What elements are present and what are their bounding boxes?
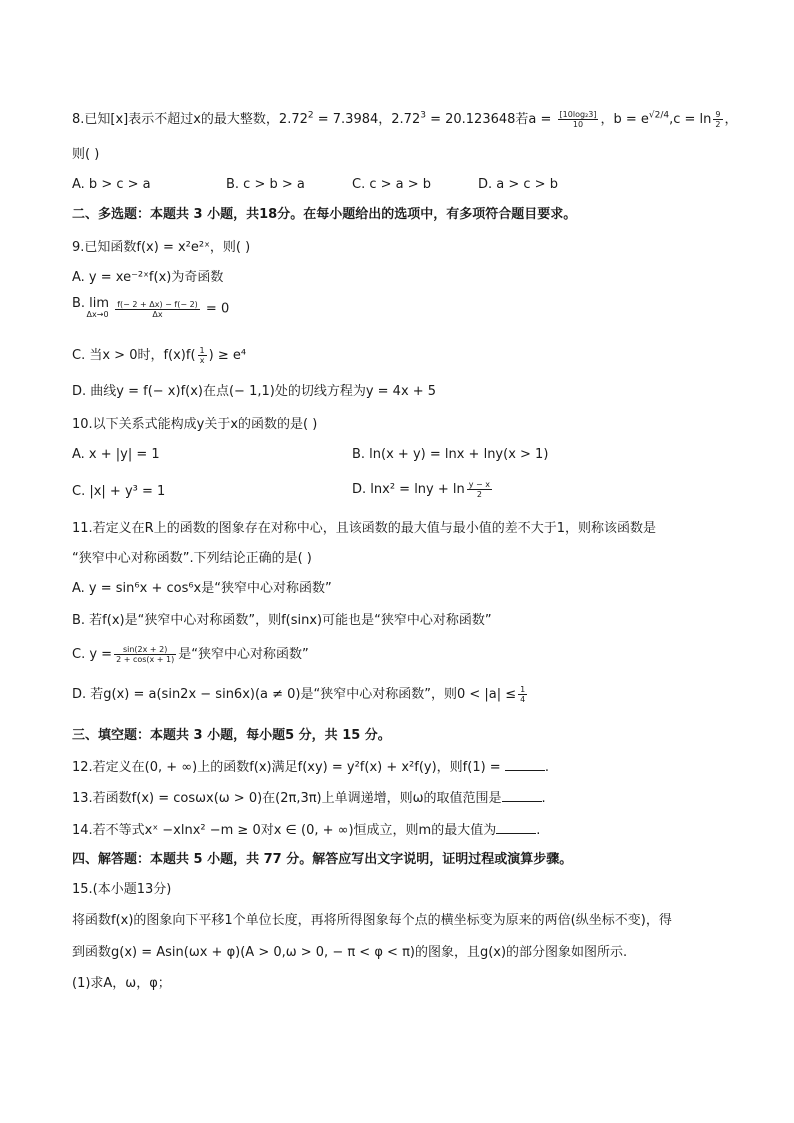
q11-option-c bbox=[72, 645, 309, 664]
q8-text-a: 8.已知[x]表示不超过x的最大整数，2.72 bbox=[72, 112, 308, 127]
q10-option-a: A. x + |y| = 1 bbox=[72, 447, 160, 462]
q8-exp-b: √2/4 bbox=[648, 110, 670, 121]
q8-frac-a-den: 10 bbox=[572, 120, 584, 129]
q11-option-a: A. y = sin⁶x + cos⁶x是“狭窄中心对称函数” bbox=[72, 581, 332, 596]
q8-text-e: ,c = ln bbox=[669, 112, 712, 127]
q8-frac-c-num: 9 bbox=[715, 110, 721, 119]
q10-d-fraction bbox=[467, 480, 492, 499]
q9-limit bbox=[72, 298, 109, 320]
q14-period: . bbox=[536, 823, 541, 838]
q9-lim-text: B. lim bbox=[72, 296, 110, 311]
q8-option-d: D. a > c > b bbox=[478, 177, 558, 192]
q13-text: 13.若函数f(x) = cosωx(ω > 0)在(2π,3π)上单调递增，则ω的取值范围是 bbox=[72, 791, 502, 806]
q8-option-c: C. c > a > b bbox=[352, 177, 432, 192]
q9-c-den: x bbox=[199, 356, 205, 365]
q8-text-f: ， bbox=[724, 112, 738, 127]
q9-option-c bbox=[72, 346, 246, 365]
q8-fraction-a bbox=[558, 110, 599, 129]
q8-text-d: ，b = e bbox=[600, 112, 649, 127]
q13-answer-blank[interactable] bbox=[502, 789, 542, 802]
q14-text: 14.若不等式xˣ −xlnx² −m ≥ 0对x ∈ (0, + ∞)恒成立，则m的最大值为 bbox=[72, 823, 497, 838]
q11-c-fraction bbox=[114, 645, 176, 664]
q10-d-num: y − x bbox=[468, 480, 491, 489]
q9-c-post: ) ≥ e⁴ bbox=[208, 348, 247, 363]
question-11-stem-line1: 11.若定义在R上的函数的图象存在对称中心，且该函数的最大值与最小值的差不大于1，则称该函数是 bbox=[72, 521, 656, 536]
q9-lim-sub: Δx→0 bbox=[86, 310, 109, 319]
q8-sup3: 3 bbox=[420, 110, 426, 121]
q10-option-d bbox=[352, 480, 494, 499]
q10-d-pre: D. lnx² = lny + ln bbox=[352, 482, 465, 497]
q12-answer-blank[interactable] bbox=[505, 758, 545, 771]
q11-c-pre: C. y = bbox=[72, 647, 113, 662]
q8-fraction-c bbox=[713, 110, 722, 129]
q11-option-b: B. 若f(x)是“狭窄中心对称函数”，则f(sinx)可能也是“狭窄中心对称函数” bbox=[72, 613, 492, 628]
q9-b-num: f(− 2 + Δx) − f(− 2) bbox=[117, 299, 198, 309]
question-8-then: 则( ) bbox=[72, 147, 100, 162]
q9-c-fraction bbox=[198, 346, 207, 365]
question-12 bbox=[72, 758, 549, 777]
q8-option-a: A. b > c > a bbox=[72, 177, 151, 192]
question-13 bbox=[72, 789, 546, 808]
question-14 bbox=[72, 821, 540, 840]
q9-b-den: Δx bbox=[152, 309, 163, 319]
q11-option-d bbox=[72, 685, 529, 704]
q8-text-c: = 20.123648若a = bbox=[425, 112, 552, 127]
q9-option-b bbox=[72, 298, 229, 320]
q10-d-den: 2 bbox=[476, 490, 482, 499]
section-2-heading: 二、多选题：本题共 3 小题，共18分。在每小题给出的选项中，有多项符合题目要求。 bbox=[72, 207, 577, 222]
q8-frac-a-num: [10log₂3] bbox=[559, 110, 597, 119]
q12-period: . bbox=[544, 760, 549, 775]
question-15-part1: (1)求A，ω，φ； bbox=[72, 976, 171, 991]
question-15-title: 15.(本小题13分) bbox=[72, 882, 172, 897]
q11-d-den: 4 bbox=[520, 695, 526, 704]
section-3-heading: 三、填空题：本题共 3 小题，每小题5 分，共 15 分。 bbox=[72, 728, 391, 743]
q8-text-b: = 7.3984，2.72 bbox=[313, 112, 421, 127]
q8-option-b: B. c > b > a bbox=[226, 177, 305, 192]
q12-text: 12.若定义在(0, + ∞)上的函数f(x)满足f(xy) = y²f(x) + x²f(y)，则f(1) = bbox=[72, 760, 501, 775]
q9-b-post: = 0 bbox=[201, 301, 230, 317]
question-15-line2: 到函数g(x) = Asin(ωx + φ)(A > 0,ω > 0, − π < φ < π)的图象，且g(x)的部分图象如图所示. bbox=[72, 945, 628, 960]
q11-d-pre: D. 若g(x) = a(sin2x − sin6x)(a ≠ 0)是“狭窄中心对称函数”，则0 < |a| ≤ bbox=[72, 687, 517, 702]
question-15-line1: 将函数f(x)的图象向下平移1个单位长度，再将所得图象每个点的横坐标变为原来的两倍(纵坐标不变)，得 bbox=[72, 913, 672, 928]
question-9-stem: 9.已知函数f(x) = x²e²ˣ，则( ) bbox=[72, 240, 251, 255]
q10-option-c: C. |x| + y³ = 1 bbox=[72, 484, 166, 499]
q11-c-den: 2 + cos(x + 1) bbox=[116, 655, 175, 664]
q8-frac-c-den: 2 bbox=[715, 120, 721, 129]
question-8-stem bbox=[72, 110, 738, 129]
q9-c-num: 1 bbox=[199, 346, 205, 355]
q9-c-pre: C. 当x > 0时，f(x)f( bbox=[72, 348, 196, 363]
q9-b-fraction bbox=[115, 300, 200, 319]
q11-c-post: 是“狭窄中心对称函数” bbox=[178, 647, 309, 662]
question-11-stem-line2: “狭窄中心对称函数”.下列结论正确的是( ) bbox=[72, 551, 312, 566]
section-4-heading: 四、解答题：本题共 5 小题，共 77 分。解答应写出文字说明，证明过程或演算步骤。 bbox=[72, 852, 573, 867]
q13-period: . bbox=[541, 791, 546, 806]
q8-sup2: 2 bbox=[307, 110, 314, 121]
q9-option-a: A. y = xe⁻²ˣf(x)为奇函数 bbox=[72, 270, 224, 285]
q11-d-num: 1 bbox=[520, 685, 526, 694]
q11-c-num: sin(2x + 2) bbox=[114, 645, 176, 655]
q11-d-fraction bbox=[518, 685, 527, 704]
question-10-stem: 10.以下关系式能构成y关于x的函数的是( ) bbox=[72, 417, 318, 432]
q9-option-d: D. 曲线y = f(− x)f(x)在点(− 1,1)处的切线方程为y = 4x + 5 bbox=[72, 384, 437, 399]
q14-answer-blank[interactable] bbox=[496, 821, 536, 834]
q10-option-b: B. ln(x + y) = lnx + lny(x > 1) bbox=[352, 447, 549, 462]
